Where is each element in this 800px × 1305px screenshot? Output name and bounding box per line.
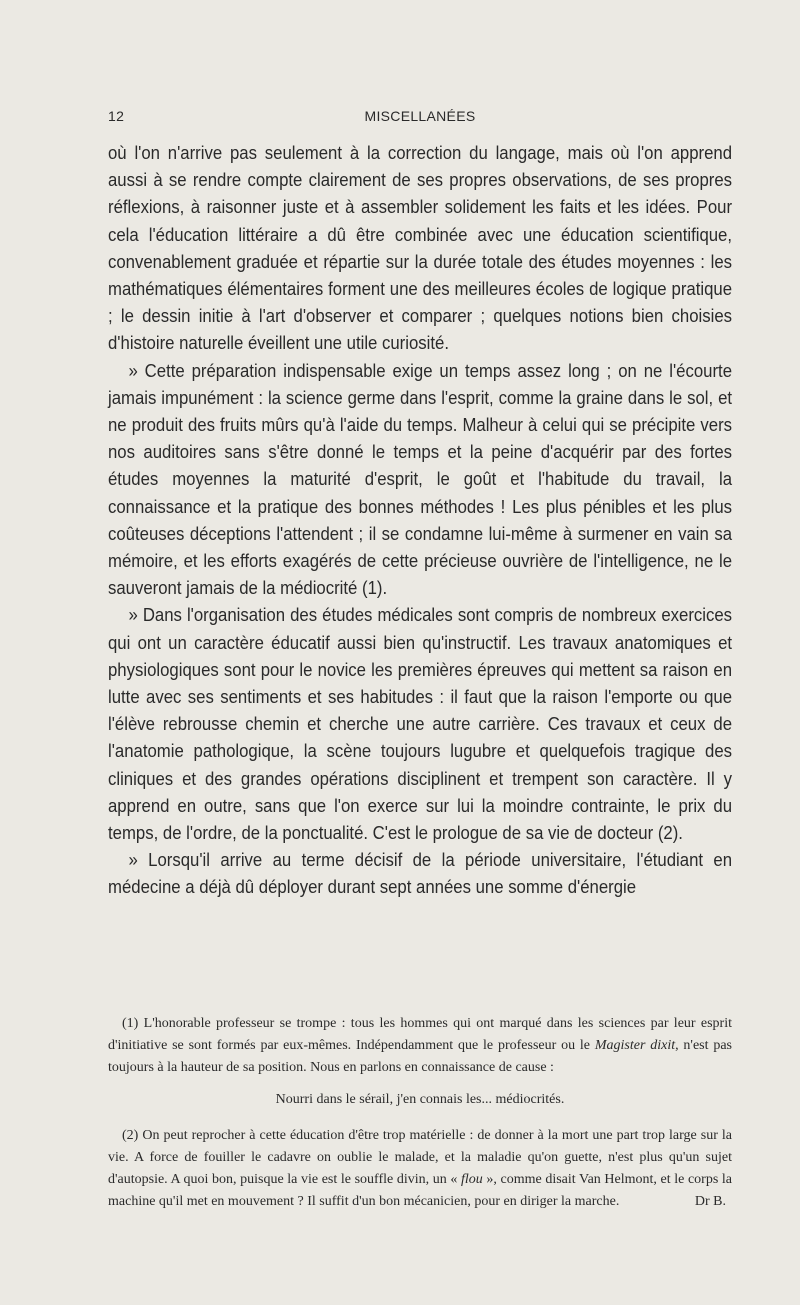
paragraph-1: où l'on n'arrive pas seulement à la correction du langage, mais où l'on apprend aussi à se rendre compte clairement de ses propres observations, de ses propres réflexions, à raisonner juste et à assembler solidement les faits et les idées. Pour cela l'éducation littéraire a dû être combinée avec une éducation scientifique, convenablement graduée et répartie sur la durée totale des études moyennes : les mathématiques élémentaires forment une des meilleures écoles de logique pratique ; le dessin initie à l'art d'observer et comparer ; quelques notions bien choisies d'histoire naturelle éveillent une utile curiosité. xyxy=(108,143,733,354)
footnote-1-text-b: , n'est pas toujours à la hauteur de sa position. Nous en parlons en connaissance de cause : xyxy=(108,1038,732,1075)
footnote-2-text-a: (2) On peut reprocher à cette éducation d'être trop matérielle : de donner à la mort une part trop large sur la vie. A force de fouiller le cadavre on oublie le malade, et la maladie qu'on guette, n'est plus qu'un sujet d'autopsie. A quoi bon, puisque la vie est le souffle divin, un « xyxy=(108,1128,732,1187)
footnote-1-text-a: (1) L'honorable professeur se trompe : tous les hommes qui ont marqué dans les sciences par leur esprit d'initiative se sont formés par eux-mêmes. Indépendamment que le professeur ou le xyxy=(108,1016,732,1053)
running-title: MISCELLANÉES xyxy=(364,108,476,124)
page-header xyxy=(108,108,732,132)
page-number: 12 xyxy=(108,108,125,124)
footnote-2-text-b: », comme disait Van Helmont, et le corps la machine qu'il met en mouvement ? Il suffit d'un bon mécanicien, pour en diriger la marche. xyxy=(108,1172,733,1209)
footnote-2-italic: flou xyxy=(460,1172,483,1187)
paragraph-2: » Cette préparation indispensable exige un temps assez long ; on ne l'écourte jamais impunément : la science germe dans l'esprit, comme la graine dans le sol, et ne produit des fruits mûrs qu'à l'aide du temps. Malheur à celui qui se précipite vers nos auditoires sans s'être donné le temps et la peine d'acquérir par des fortes études moyennes la maturité d'esprit, le goût et l'habitude du travail, la connaissance et la pratique des bonnes méthodes ! Les plus pénibles et les plus coûteuses déceptions l'attendent ; il se condamne lui-même à surmener en vain sa mémoire, et les efforts exagérés de cette précieuse ouvrière de l'intelligence, ne le sauveront jamais de la médiocrité (1). xyxy=(108,360,733,599)
paragraph-3: » Dans l'organisation des études médicales sont compris de nombreux exercices qui ont un caractère éducatif aussi bien qu'instructif. Les travaux anatomiques et physiologiques sont pour le novice les premières épreuves qui mettent sa raison en lutte avec ses sentiments et ses habitudes : il faut que la raison l'emporte ou que l'élève rebrousse chemin et cherche une autre carrière. Ces travaux et ceux de l'anatomie pathologique, la scène toujours lugubre et quelquefois tragique des cliniques et des grandes opérations disciplinent et trempent son caractère. Il y apprend en outre, sans que l'on exerce sur lui la moindre contrainte, le prix du temps, de l'ordre, de la ponctualité. C'est le prologue de sa vie de docteur (2). xyxy=(108,605,733,844)
footnote-1 xyxy=(108,1013,732,1079)
footnote-1-italic: Magister dixit xyxy=(594,1038,676,1053)
paragraph-4: » Lorsqu'il arrive au terme décisif de la période universitaire, l'étudiant en médecine a déjà dû déployer durant sept années une somme d'énergie xyxy=(108,850,733,898)
main-text xyxy=(108,140,732,902)
footnote-2 xyxy=(108,1125,732,1213)
footnote-verse: Nourri dans le sérail, j'en connais les... médiocrités. xyxy=(275,1092,565,1107)
signature: Dr B. xyxy=(694,1194,726,1209)
footnotes xyxy=(108,1013,732,1213)
